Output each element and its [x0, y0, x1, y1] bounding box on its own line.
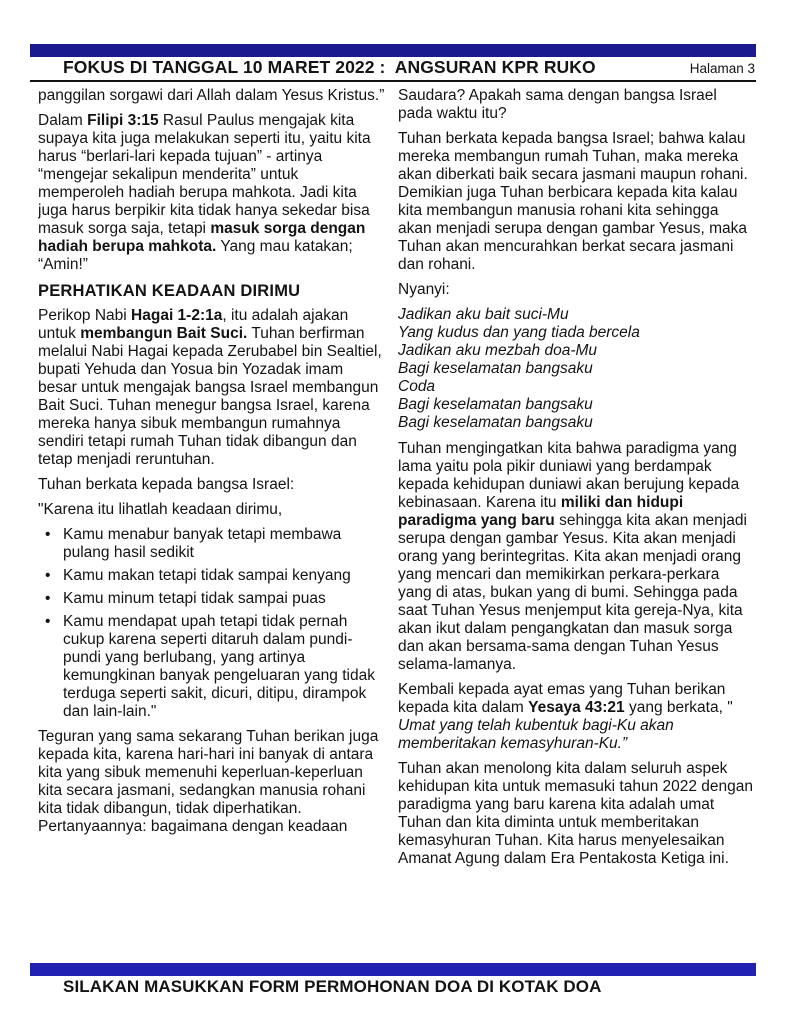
- header-title: FOKUS DI TANGGAL 10 MARET 2022 : ANGSURAN KPR RUKO: [63, 57, 596, 77]
- text-segment: panggilan sorgawi dari Allah dalam Yesus Kristus.”: [38, 87, 385, 104]
- song-line: Jadikan aku mezbah doa-Mu: [398, 342, 598, 359]
- paragraph: [38, 476, 385, 494]
- text-segment: Saudara? Apakah sama dengan bangsa Israel pada waktu itu?: [398, 87, 717, 122]
- text-segment: Kamu minum tetapi tidak sampai puas: [63, 590, 326, 607]
- text-segment: Teguran yang sama sekarang Tuhan berikan juga kepada kita, karena hari-hari ini banyak di antara kita yang sibuk memenuhi keperluan-keperluan kita secara jasmani, sedangkan manusia rohani kita tidak dibangun, tidak diperhatikan. Pertanyaannya: bagaimana dengan keadaan: [38, 728, 379, 835]
- page-header: [38, 57, 755, 78]
- bullet-item: [38, 526, 385, 562]
- text-segment: Kamu mendapat upah tetapi tidak pernah cukup karena seperti ditaruh dalam pundi-pundi yang berlubang, yang artinya kemungkinan banyak pengeluaran yang tidak terduga seperti sakit, dicuri, ditipu, dirampok dan lain-lain.": [63, 613, 375, 720]
- footer-notice: SILAKAN MASUKKAN FORM PERMOHONAN DOA DI KOTAK DOA: [63, 977, 602, 996]
- text-segment: Tuhan akan menolong kita dalam seluruh aspek kehidupan kita untuk memasuki tahun 2022 dengan paradigma yang baru karena kita adalah umat Tuhan dan kita diminta untuk memberitakan kemasyhuran Tuhan. Kita harus menyelesaikan Amanat Agung dalam Era Pentakosta Ketiga ini.: [398, 760, 754, 867]
- song-line: Jadikan aku bait suci-Mu: [398, 306, 569, 323]
- song-line: Bagi keselamatan bangsaku: [398, 414, 593, 431]
- bullet-marker: •: [45, 526, 51, 543]
- text-segment: sehingga kita akan menjadi serupa dengan gambar Yesus. Kita akan menjadi orang yang berintegritas. Kita akan menjadi orang yang mencari dan memikirkan perkara-perkara yang di atas, bukan yang di bumi. Sehingga pada saat Tuhan Yesus menjemput kita gereja-Nya, kita akan ikut dalam pengangkatan dan masuk sorga dan akan bersama-sama dengan Tuhan Yesus selama-lamanya.: [398, 512, 747, 673]
- song-line: Yang kudus dan yang tiada bercela: [398, 324, 640, 341]
- bullet-item: [38, 567, 385, 585]
- text-segment: Tuhan mengingatkan kita bahwa paradigma yang lama yaitu pola pikir duniawi yang berdampak kepada kehidupan duniawi akan berujung kepada kebinasaan. Karena itu: [398, 440, 740, 511]
- text-segment: Filipi 3:15: [87, 112, 159, 129]
- text-segment: Rasul Paulus mengajak kita supaya kita juga melakukan seperti itu, yaitu kita harus “berlari-lari kepada tujuan” - artinya “mengejar sekalipun menderita” untuk memperoleh hadiah berupa mahkota. Jadi kita juga harus berpikir kita tidak hanya sekedar bisa masuk sorga saja, tetapi: [38, 112, 371, 237]
- paragraph: [38, 87, 385, 105]
- text-segment: "Karena itu lihatlah keadaan dirimu,: [38, 501, 283, 518]
- paragraph: [398, 681, 755, 753]
- bullet-list: [38, 526, 385, 721]
- header-divider: [30, 80, 756, 82]
- paragraph: [398, 87, 755, 123]
- text-segment: Hagai 1-2:1a: [131, 307, 223, 324]
- text-segment: Nyanyi:: [398, 281, 450, 298]
- text-segment: Tuhan berkata kepada bangsa Israel:: [38, 476, 295, 493]
- bullet-text: [63, 590, 326, 607]
- text-segment: Yesaya 43:21: [528, 699, 625, 716]
- song-lyrics: [398, 306, 755, 432]
- top-accent-bar: [30, 44, 756, 57]
- bullet-item: [38, 613, 385, 721]
- bullet-marker: •: [45, 567, 51, 584]
- text-segment: Tuhan berfirman melalui Nabi Hagai kepada Zerubabel bin Sealtiel, bupati Yehuda dan Yosua bin Yozadak imam besar untuk mengajak bangsa Israel membangun Bait Suci. Tuhan menegur bangsa Israel, karena mereka hanya sibuk membangun rumahnya sendiri tetapi rumah Tuhan tidak dibangun dan tetap menjadi reruntuhan.: [38, 325, 382, 468]
- bottom-accent-bar: [30, 963, 756, 976]
- text-segment: , itu adalah ajakan untuk: [38, 307, 349, 342]
- song-line: Coda: [398, 378, 436, 395]
- bullet-marker: •: [45, 590, 51, 607]
- text-segment: membangun Bait Suci.: [80, 325, 248, 342]
- text-segment: Kamu makan tetapi tidak sampai kenyang: [63, 567, 351, 584]
- text-segment: Perikop Nabi: [38, 307, 132, 324]
- text-segment: Tuhan berkata kepada bangsa Israel; bahwa kalau mereka membangun rumah Tuhan, maka mereka akan diberkati baik secara jasmani maupun rohani. Demikian juga Tuhan berbicara kepada kita kalau kita membangun manusia rohani kita sehingga akan menjadi serupa dengan gambar Yesus, maka Tuhan akan mencurahkan berkat secara jasmani dan rohani.: [398, 130, 748, 273]
- bullet-marker: •: [45, 613, 51, 630]
- text-segment: miliki dan hidupi paradigma yang baru: [398, 494, 684, 529]
- bullet-text: [63, 567, 351, 584]
- bullet-text: [63, 613, 375, 720]
- section-heading: PERHATIKAN KEADAAN DIRIMU: [38, 282, 301, 300]
- paragraph: [38, 728, 385, 836]
- paragraph: [398, 281, 755, 299]
- paragraph: [38, 112, 385, 274]
- article-columns: [38, 87, 755, 961]
- paragraph: [398, 440, 755, 674]
- text-segment: Dalam: [38, 112, 88, 129]
- text-segment: Kembali kepada ayat emas yang Tuhan berikan kepada kita dalam: [398, 681, 726, 716]
- bullet-text: [63, 526, 341, 561]
- text-segment: yang berkata, ": [624, 699, 733, 716]
- text-segment: masuk sorga dengan hadiah berupa mahkota.: [38, 220, 366, 255]
- paragraph: [398, 130, 755, 274]
- page-number: Halaman 3: [689, 61, 755, 76]
- paragraph: [398, 760, 755, 868]
- paragraph: [38, 307, 385, 469]
- bullet-item: [38, 590, 385, 608]
- text-segment: Kamu menabur banyak tetapi membawa pulang hasil sedikit: [63, 526, 342, 561]
- right-column: [398, 87, 755, 961]
- text-segment: Umat yang telah kubentuk bagi-Ku akan memberitakan kemasyhuran-Ku.”: [398, 717, 674, 752]
- song-line: Bagi keselamatan bangsaku: [398, 360, 593, 377]
- left-column: [38, 87, 385, 961]
- paragraph: [38, 501, 385, 519]
- text-segment: Yang mau katakan; “Amin!”: [38, 238, 353, 273]
- song-line: Bagi keselamatan bangsaku: [398, 396, 593, 413]
